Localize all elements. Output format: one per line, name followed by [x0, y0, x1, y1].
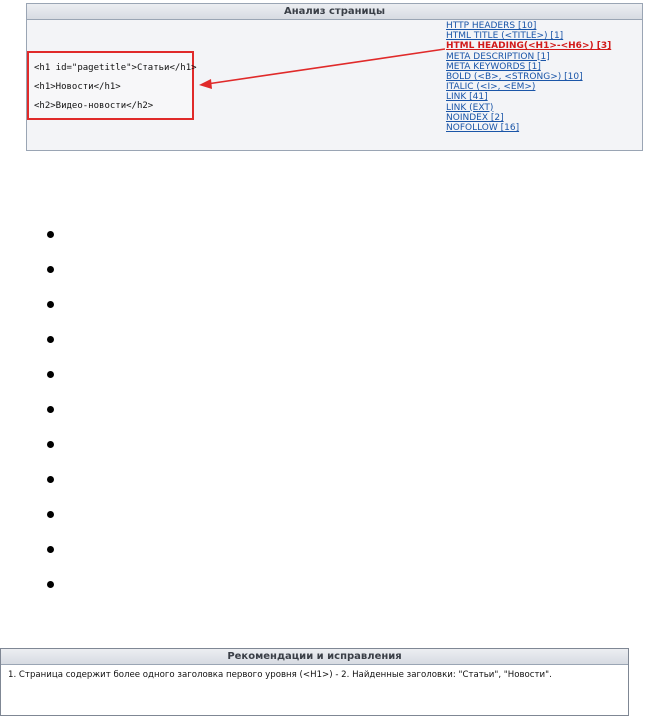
link-html-title[interactable]: HTML TITLE (<TITLE>) [1]	[446, 31, 564, 42]
link-link[interactable]: LINK [41]	[446, 92, 488, 103]
link-bold[interactable]: BOLD (<B>, <STRONG>) [10]	[446, 72, 583, 83]
recommendation-text: 1. Страница содержит более одного заголовка первого уровня (<H1>) - 2. Найденные заголовки: "Статьи", "Новости".	[8, 670, 552, 680]
page-analysis-panel	[26, 3, 643, 151]
bullet-item	[47, 511, 54, 518]
code-line-h1-pagetitle: <h1 id="pagetitle">Статьи</h1>	[34, 63, 197, 73]
bullet-item	[47, 406, 54, 413]
analysis-link-list	[446, 21, 641, 133]
bullet-item	[47, 266, 54, 273]
bullet-item	[47, 301, 54, 308]
link-html-heading[interactable]: HTML HEADING(<H1>-<H6>) [3]	[446, 41, 612, 52]
bullet-item	[47, 371, 54, 378]
arrow-line	[207, 49, 445, 84]
link-italic[interactable]: ITALIC (<I>, <EM>)	[446, 82, 536, 93]
link-nofollow[interactable]: NOFOLLOW [16]	[446, 123, 520, 134]
heading-code-box	[27, 51, 197, 120]
bullet-item	[47, 546, 54, 553]
code-line-h2-video-news: <h2>Видео-новости</h2>	[34, 101, 154, 111]
recommendations-title: Рекомендации и исправления	[1, 649, 628, 665]
link-http-headers[interactable]: HTTP HEADERS [10]	[446, 21, 537, 31]
page-analysis-title: Анализ страницы	[27, 4, 642, 20]
link-meta-description[interactable]: META DESCRIPTION [1]	[446, 51, 550, 62]
code-line-h1-news: <h1>Новости</h1>	[34, 82, 121, 92]
link-noindex[interactable]: NOINDEX [2]	[446, 112, 504, 123]
bullet-item	[47, 231, 54, 238]
arrow-head-icon	[199, 79, 212, 89]
bullet-item	[47, 336, 54, 343]
bullet-item	[47, 476, 54, 483]
link-link-ext[interactable]: LINK (EXT)	[446, 102, 494, 113]
recommendations-panel	[0, 648, 629, 716]
bullet-item	[47, 441, 54, 448]
bullet-item	[47, 581, 54, 588]
link-meta-keywords[interactable]: META KEYWORDS [1]	[446, 61, 541, 72]
